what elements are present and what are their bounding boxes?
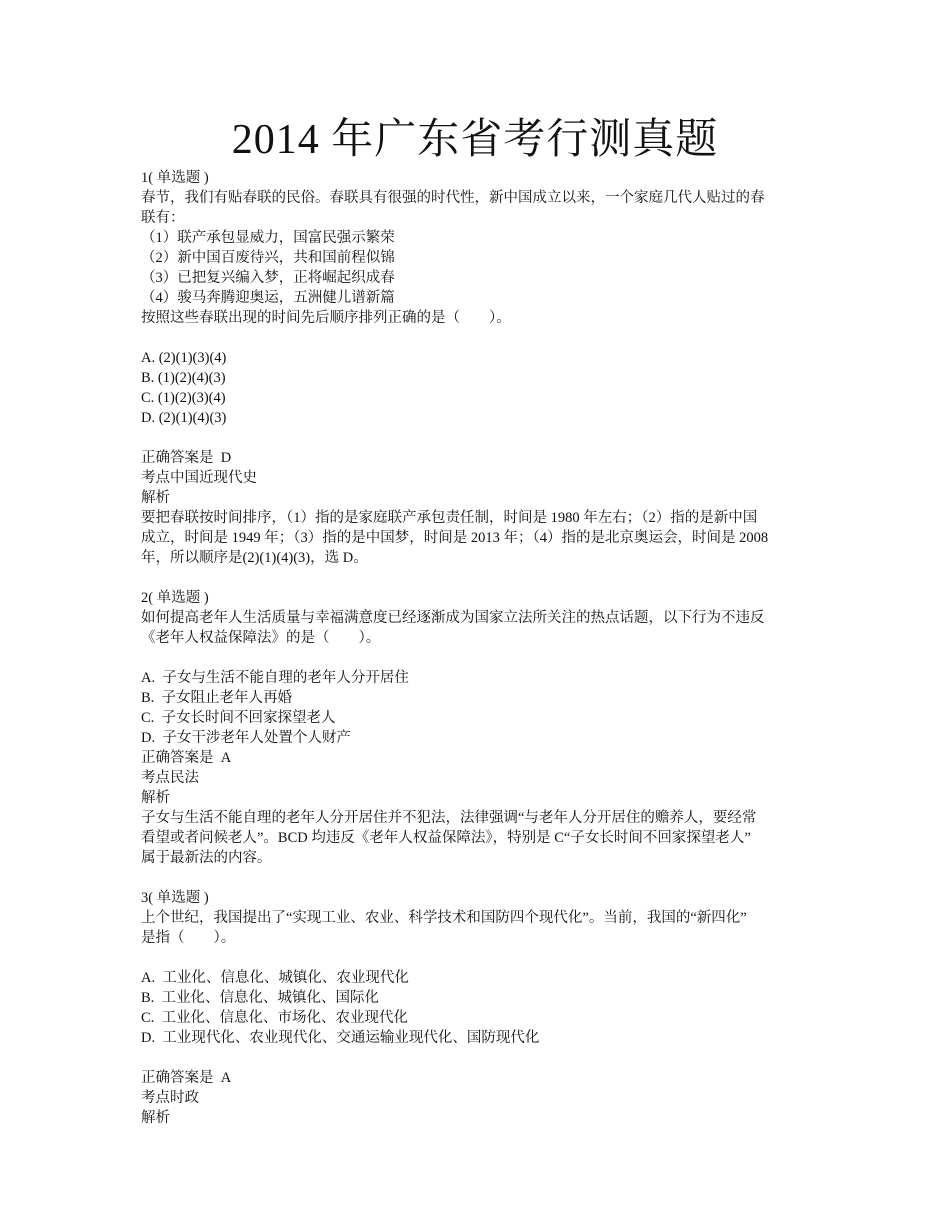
option-d: D. (2)(1)(4)(3): [141, 410, 227, 426]
question-2: [141, 588, 813, 868]
spacer: [141, 648, 813, 668]
question-3: [141, 888, 813, 1128]
question-stem-line: （2）新中国百废待兴，共和国前程似锦: [141, 250, 395, 266]
question-stem-line: 上个世纪，我国提出了“实现工业、农业、科学技术和国防四个现代化”。当前，我国的“新四化”: [141, 910, 747, 926]
question-header: 2( 单选题 ): [141, 590, 209, 606]
spacer: [141, 428, 813, 448]
spacer: [141, 1048, 813, 1068]
question-header: 1( 单选题 ): [141, 170, 209, 186]
analysis-line: 属于最新法的内容。: [141, 850, 272, 866]
question-stem-line: 春节，我们有贴春联的民俗。春联具有很强的时代性，新中国成立以来，一个家庭几代人贴过的春: [141, 190, 765, 206]
option-a: A. 子女与生活不能自理的老年人分开居住: [141, 670, 409, 686]
option-c: C. (1)(2)(3)(4): [141, 390, 226, 406]
option-a: A. (2)(1)(3)(4): [141, 350, 227, 366]
analysis-line: 年，所以顺序是(2)(1)(4)(3)，选 D。: [141, 550, 368, 566]
option-c: C. 工业化、信息化、市场化、农业现代化: [141, 1010, 409, 1026]
topic: 考点民法: [141, 770, 199, 786]
question-stem-line: 联有：: [141, 210, 185, 226]
analysis-line: 要把春联按时间排序，（1）指的是家庭联产承包责任制，时间是 1980 年左右；（2）指的是新中国: [141, 510, 758, 526]
topic: 考点时政: [141, 1090, 199, 1106]
spacer: [141, 328, 813, 348]
question-stem-line: 是指（ ）。: [141, 930, 236, 946]
topic: 考点中国近现代史: [141, 470, 257, 486]
analysis-line: 子女与生活不能自理的老年人分开居住并不犯法，法律强调“与老年人分开居住的赡养人，要经常: [141, 810, 757, 826]
correct-answer: 正确答案是 D: [141, 450, 232, 466]
question-stem-line: 《老年人权益保障法》的是（ ）。: [141, 630, 381, 646]
analysis-line: 看望或者问候老人”。BCD 均违反《老年人权益保障法》，特别是 C“子女长时间不回家探望老人”: [141, 830, 751, 846]
page-title: 2014 年广东省考行测真题: [231, 117, 719, 163]
question-header: 3( 单选题 ): [141, 890, 209, 906]
analysis-label: 解析: [141, 790, 170, 806]
analysis-label: 解析: [141, 1110, 170, 1126]
option-b: B. 工业化、信息化、城镇化、国际化: [141, 990, 380, 1006]
option-d: D. 工业现代化、农业现代化、交通运输业现代化、国防现代化: [141, 1030, 540, 1046]
question-list: [141, 168, 813, 1128]
question-stem-line: 如何提高老年人生活质量与幸福满意度已经逐渐成为国家立法所关注的热点话题，以下行为不违反: [141, 610, 765, 626]
spacer: [141, 948, 813, 968]
question-1: [141, 168, 813, 568]
question-stem-line: （1）联产承包显威力，国富民强示繁荣: [141, 230, 395, 246]
question-stem-line: 按照这些春联出现的时间先后顺序排列正确的是（ ）。: [141, 310, 511, 326]
option-b: B. (1)(2)(4)(3): [141, 370, 226, 386]
question-stem-line: （4）骏马奔腾迎奥运，五洲健儿谱新篇: [141, 290, 395, 306]
option-b: B. 子女阻止老年人再婚: [141, 690, 293, 706]
option-c: C. 子女长时间不回家探望老人: [141, 710, 336, 726]
spacer: [141, 568, 813, 588]
analysis-line: 成立，时间是 1949 年；（3）指的是中国梦，时间是 2013 年；（4）指的是北京奥运会，时间是 2008: [141, 530, 769, 546]
option-d: D. 子女干涉老年人处置个人财产: [141, 730, 351, 746]
correct-answer: 正确答案是 A: [141, 750, 232, 766]
option-a: A. 工业化、信息化、城镇化、农业现代化: [141, 970, 409, 986]
question-stem-line: （3）已把复兴编入梦，正将崛起织成春: [141, 270, 395, 286]
spacer: [141, 868, 813, 888]
correct-answer: 正确答案是 A: [141, 1070, 232, 1086]
analysis-label: 解析: [141, 490, 170, 506]
